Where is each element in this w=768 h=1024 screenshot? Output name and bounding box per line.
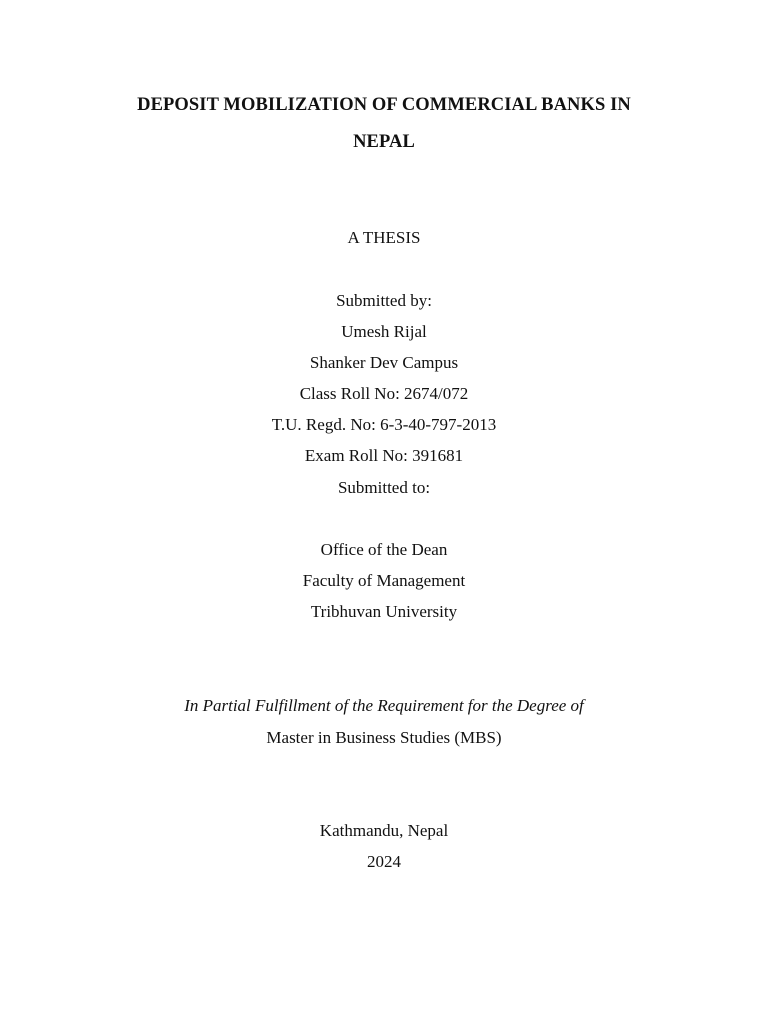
location: Kathmandu, Nepal (319, 821, 449, 840)
campus-name: Shanker Dev Campus (309, 353, 459, 372)
document-type: A THESIS (347, 228, 421, 247)
submitted-by-label: Submitted by: (336, 291, 432, 310)
class-roll-number: Class Roll No: 2674/072 (299, 384, 469, 403)
registration-number: T.U. Regd. No: 6-3-40-797-2013 (271, 415, 497, 434)
thesis-title-line-1: DEPOSIT MOBILIZATION OF COMMERCIAL BANKS IN (137, 95, 631, 115)
faculty-name: Faculty of Management (302, 571, 466, 590)
author-name: Umesh Rijal (341, 322, 427, 341)
thesis-title-line-2: NEPAL (353, 132, 415, 152)
fulfillment-statement: In Partial Fulfillment of the Requirement for the Degree of (184, 696, 584, 715)
year: 2024 (367, 852, 401, 871)
university-name: Tribhuvan University (310, 602, 458, 621)
exam-roll-number: Exam Roll No: 391681 (304, 446, 464, 465)
degree-name: Master in Business Studies (MBS) (266, 728, 502, 747)
office-name: Office of the Dean (320, 540, 448, 559)
submitted-to-label: Submitted to: (337, 478, 431, 497)
